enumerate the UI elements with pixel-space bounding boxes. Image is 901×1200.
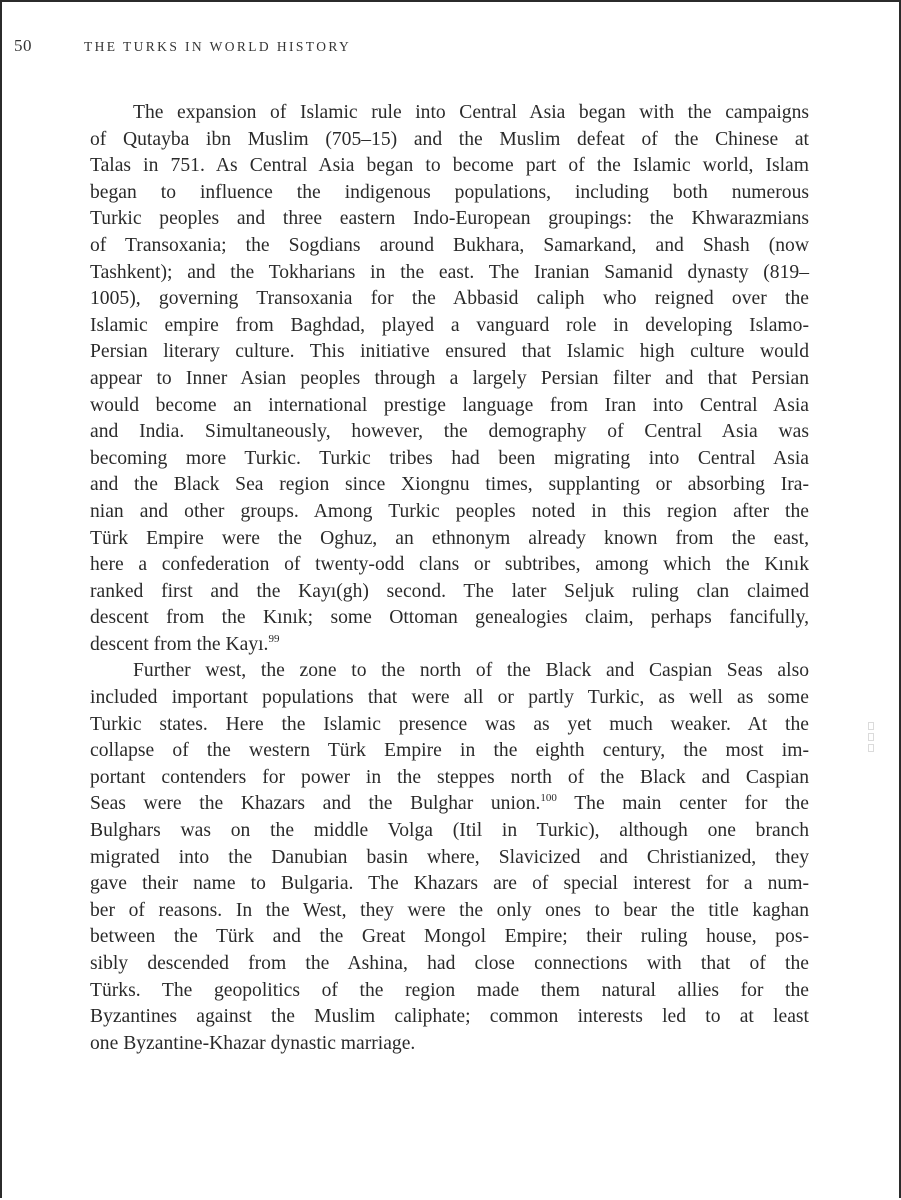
body-text — [90, 100, 809, 1057]
text-line: included important populations that were all or partly Turkic, as well as some — [90, 687, 809, 709]
text-line: of Transoxania; the Sogdians around Bukhara, Samarkand, and Shash (now — [90, 234, 809, 256]
paragraph-1 — [90, 100, 809, 658]
watermark-glyph — [868, 744, 874, 752]
running-head — [14, 36, 351, 56]
text-line: of Qutayba ibn Muslim (705–15) and the Muslim defeat of the Chinese at — [90, 128, 809, 150]
watermark-glyph — [868, 722, 874, 730]
text-line: collapse of the western Türk Empire in the eighth century, the most im- — [90, 740, 809, 762]
text-line: Persian literary culture. This initiative ensured that Islamic high culture would — [90, 341, 809, 363]
text-line: ber of reasons. In the West, they were the only ones to bear the title kaghan — [90, 899, 809, 921]
text-line: Talas in 751. As Central Asia began to become part of the Islamic world, Islam — [90, 155, 809, 177]
text-line — [90, 791, 809, 818]
footnote-ref-100[interactable]: 100 — [540, 792, 557, 805]
text-line: gave their name to Bulgaria. The Khazars are of special interest for a num- — [90, 873, 809, 895]
watermark-glyph — [868, 733, 874, 741]
page-number: 50 — [14, 36, 32, 55]
footnote-ref-99[interactable]: 99 — [268, 632, 280, 645]
text-line: descent from the Kınık; some Ottoman genealogies claim, perhaps fancifully, — [90, 607, 809, 629]
text-line: would become an international prestige language from Iran into Central Asia — [90, 394, 809, 416]
text-line: Türk Empire were the Oghuz, an ethnonym already known from the east, — [90, 527, 809, 549]
margin-watermark — [868, 722, 874, 766]
text-line: Turkic states. Here the Islamic presence was as yet much weaker. At the — [90, 713, 809, 735]
text-line: Tashkent); and the Tokharians in the east. The Iranian Samanid dynasty (819– — [90, 261, 809, 283]
text-line: becoming more Turkic. Turkic tribes had been migrating into Central Asia — [90, 447, 809, 469]
text-line: Türks. The geopolitics of the region made them natural allies for the — [90, 979, 809, 1001]
text-line: and India. Simultaneously, however, the demography of Central Asia was — [90, 421, 809, 443]
line-text: Seas were the Khazars and the Bulghar union. — [90, 793, 541, 815]
text-line: one Byzantine-Khazar dynastic marriage. — [90, 1032, 416, 1054]
text-line: here a confederation of twenty-odd clans or subtribes, among which the Kınık — [90, 554, 809, 576]
text-line: sibly descended from the Ashina, had close connections with that of the — [90, 953, 809, 974]
text-line: Byzantines against the Muslim caliphate; common interests led to at least — [90, 1006, 809, 1028]
text-line — [90, 632, 809, 659]
text-line: Islamic empire from Baghdad, played a vanguard role in developing Islamo- — [90, 314, 809, 336]
running-title: THE TURKS IN WORLD HISTORY — [84, 39, 352, 54]
text-line: began to influence the indigenous populations, including both numerous — [90, 181, 809, 203]
text-line: The expansion of Islamic rule into Central Asia began with the campaigns — [133, 102, 809, 123]
line-text: The main center for the — [556, 793, 810, 815]
text-line: migrated into the Danubian basin where, Slavicized and Christianized, they — [90, 846, 809, 868]
text-line: nian and other groups. Among Turkic peoples noted in this region after the — [90, 500, 809, 522]
text-line: 1005), governing Transoxania for the Abbasid caliph who reigned over the — [90, 288, 809, 310]
text-line: portant contenders for power in the steppes north of the Black and Caspian — [90, 766, 809, 788]
text-line: Bulghars was on the middle Volga (Itil in Turkic), although one branch — [90, 820, 809, 842]
text-line: Further west, the zone to the north of the Black and Caspian Seas also — [133, 660, 809, 682]
text-line: and the Black Sea region since Xiongnu times, supplanting or absorbing Ira- — [90, 474, 809, 496]
line-text: descent from the Kayı. — [90, 633, 269, 655]
text-line: Turkic peoples and three eastern Indo-European groupings: the Khwarazmians — [90, 208, 809, 230]
paragraph-2 — [90, 658, 809, 1057]
text-line: appear to Inner Asian peoples through a largely Persian filter and that Persian — [90, 367, 809, 389]
text-line: ranked first and the Kayı(gh) second. The later Seljuk ruling clan claimed — [90, 580, 809, 602]
text-line: between the Türk and the Great Mongol Empire; their ruling house, pos- — [90, 926, 809, 948]
